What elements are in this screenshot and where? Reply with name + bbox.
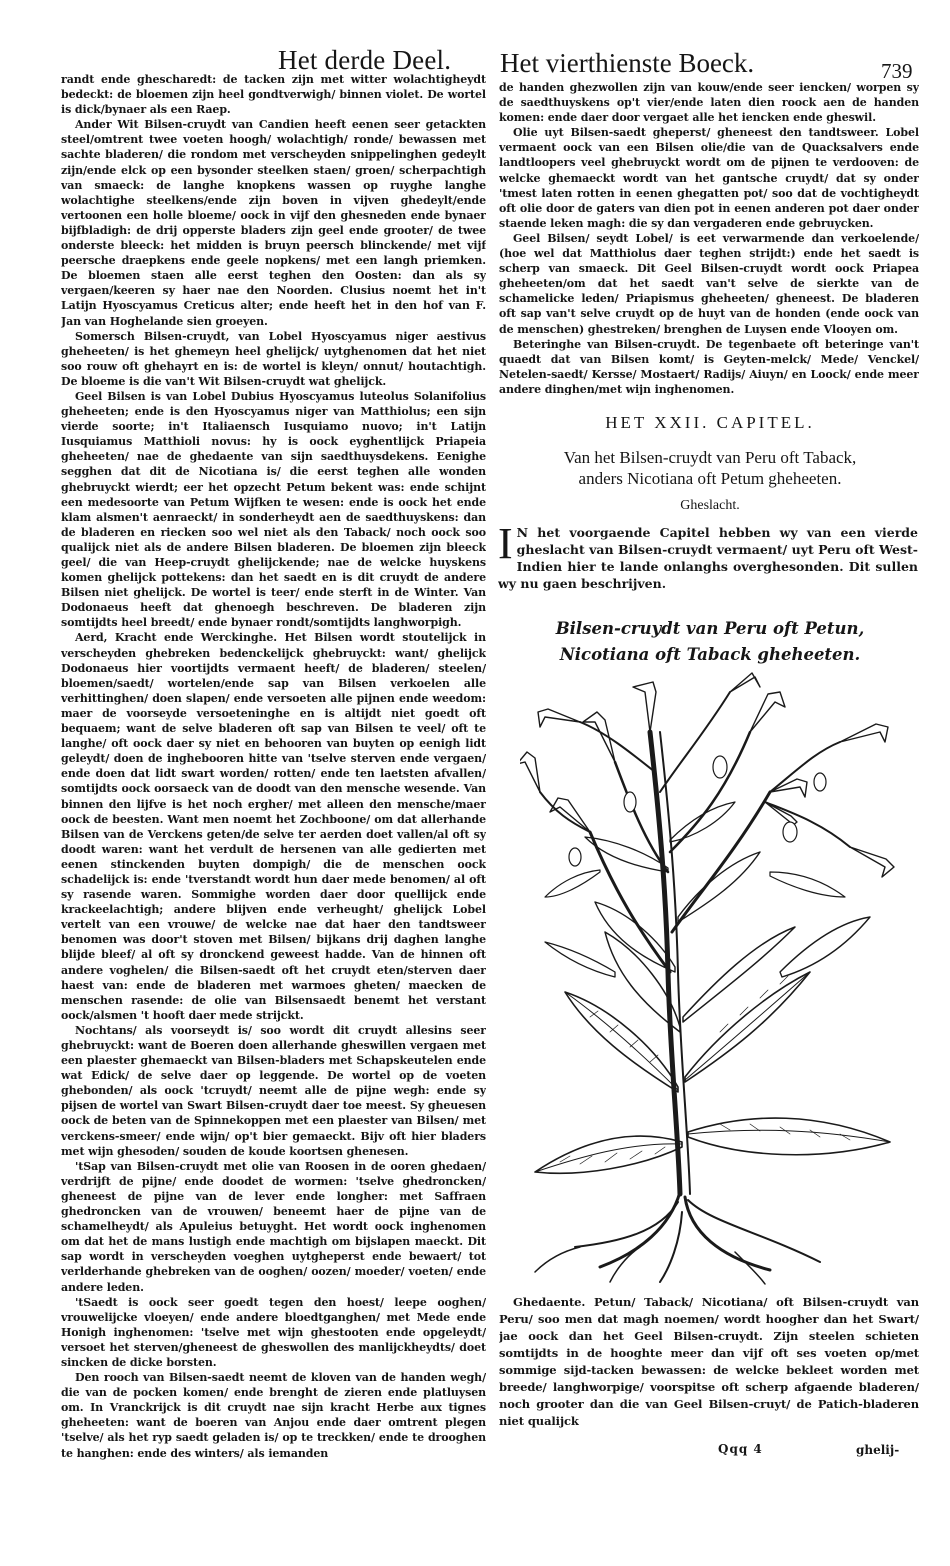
- tobacco-plant-woodcut: [520, 672, 910, 1287]
- running-head-left: Het derde Deel.: [278, 45, 452, 75]
- right-paragraph: de handen ghezwollen zijn van kouw/ende seer iencken/ worpen sy de saedthuyskens op't vier/ende laten dien roock aen de handen komen: ende daer door vergaet alle het iencken ende gheswil.: [499, 81, 919, 125]
- left-paragraph: 'tSaedt is oock seer goedt tegen den hoest/ leepe ooghen/ vrouwelijcke vloeyen/ ende andere bloedtganghen/ met Mede ende Honigh inghenomen: 'tselve met wijn ghestooten ende opgeleydt/ versoet het sterven/gheneest de gheswollen des manlijckheydts/ doet sincken de dicke borsten.: [61, 1295, 486, 1369]
- left-paragraph: Nochtans/ als voorseydt is/ soo wordt dit cruydt allesins seer ghebruyckt: want de Boeren doen allerhande gheswillen vergaen met een plaester ghemaeckt van Bilsen-bladers met Schapskeutelen ende wat Edick/ de selve daer op leggende. De wortel op de voeten ghebonden/ als oock 'tcruydt/ neemt alle de pijne wegh: ende sy pijsen de wortel van Swart Bilsen-cruydt daer toe meest. Sy gheuesen oock de beten van de Spinnekoppen met een plaester van Bilsen/ met verckens-smeer/ ende wijn/ op't bier gemaeckt. Bijv oft hier bladers met wijn ghesoden/ souden de koude koortsen ghenesen.: [61, 1023, 486, 1158]
- figure-caption: [520, 616, 900, 668]
- right-column-top: [499, 80, 919, 395]
- left-paragraph: randt ende ghescharedt: de tacken zijn met witter wolachtigheydt bedeckt: de bloemen zijn heel gondtverwigh/ binnen violet. De wortel is dick/bynaer als een Raep.: [61, 73, 486, 117]
- chapter-title: [505, 447, 915, 489]
- running-head-right: Het vierthienste Boeck.: [500, 48, 755, 78]
- chapter-intro: [498, 524, 918, 616]
- page-number: 739: [881, 59, 913, 83]
- chapter-title-line: Van het Bilsen-cruydt van Peru oft Taback,: [563, 448, 857, 467]
- left-paragraph: Geel Bilsen is van Lobel Dubius Hyoscyamus luteolus Solanifolius gheheeten; ende is den Hyoscyamus niger van Matthiolus; een sijn vierde soorte; in't Italiaensch Iusquiamo nuovo; in't Latijn Iusquiamus Matthioli novus: hy is oock eyghentlijck Priapeia gheheeten/ nae de ghedaente van sijn saedthuysdekens. Eenighe segghen dat dit de Nicotiana is/ die eerst teghen alle wonden ghebruyckt wierdt; eer het opzecht Petum bekent was: ende schijnt een medesoorte van Petum Wijfken te wesen: ende is oock het ende klam alsmen't aenraeckt/ in sonderheydt aen de saedthuyskens: dan de bladeren en riecken soo wel niet als den Taback/ noch oock soo qualijck niet als de andere Bilsen bladeren. De bloemen zijn bleeck geel/ die van Heep-cruydt ghelijckende; nae de welcke huyskens komen ghelijck pottekens: dan het saedt en is dit cruydt de andere Bilsen niet ghelijck. De wortel is teer/ ende sterft in de Winter. Van Dodonaeus heeft dat ghenoegh beschreven. De bladeren zijn somtijdts heel breedt/ ende bynaer rondt/somtijdts langhworpigh.: [61, 389, 486, 630]
- right-paragraph: Geel Bilsen/ seydt Lobel/ is eet verwarmende dan verkoelende/ (hoe wel dat Matthiolus daer teghen strijdt:) ende het saedt is scherp van smaeck. Dit Geel Bilsen-cruydt wordt oock Priapea gheheeten/om dat het saedt van't selve de sierkte van de schamelicke leden/ Priapismus gheheeten/ gheneest. De bladeren oft sap van't selve cruydt op de huyt van de honden (ende oock van de menschen) ghestreken/ brenghen de Luysen ende Vlooyen om.: [499, 231, 919, 336]
- chapter-title-line: anders Nicotiana oft Petum gheheeten.: [578, 469, 842, 488]
- left-paragraph: Ander Wit Bilsen-cruydt van Candien heeft eenen seer getackten steel/omtrent twee voeten hoogh/ wolachtigh/ ronde/ bewassen met sachte bladeren/ die rondom met verscheyden snippelinghen gedeylt zijn/ende elck op een bysonder steelken staen/ groen/ scherpachtigh van smaeck: de langhe knopkens wassen op ruyghe langhe wolachtighe steelkens/ende zijn boven in vijven ghedeylt/ende vertoonen een holle bloeme/ oock in vijf den ghesneden ende bynaer bijfbladigh: de drij opperste bladers zijn geel ende grooter/ de twee onderste bleeck: het midden is bruyn peersch blinckende/ met vijf peersche draepkens ende geele nopkens/ met een langh priemken. De bloemen staen alle eerst teghen den Oosten: dan als sy vergaen/keeren sy haer nae den Noorden. Clusius noemt het in't Latijn Hyoscyamus Creticus alter; ende heeft het in den hof van F. Jan van Hoghelande sien groeyen.: [61, 118, 486, 328]
- description-paragraph: Ghedaente. Petun/ Taback/ Nicotiana/ oft Bilsen-cruydt van Peru/ soo men dat magh noemen/ wordt hoogher dan het Swart/ jae oock dan het Geel Bilsen-cruydt. Zijn steelen schieten somtijdts in de hooghte meer dan vijf oft ses voeten op/met sommige sijd-tacken bewassen: de welcke bekleet worden met breede/ langhworpige/ voorspitse oft scherp afgaende bladeren/ noch grooter dan die van Geel Bilsen-cruyt/ de Patich-bladeren niet qualijck: [499, 1295, 919, 1428]
- section-subhead: Gheslacht.: [680, 498, 740, 513]
- drop-cap: I: [498, 524, 513, 568]
- left-column: [61, 72, 486, 1472]
- chapter-number: HET XXII. CAPITEL.: [605, 413, 815, 432]
- description-text: [499, 1294, 919, 1464]
- caption-line: Nicotiana oft Taback gheheeten.: [559, 645, 861, 664]
- caption-line: Bilsen-cruydt van Peru oft Petun,: [555, 619, 865, 638]
- right-paragraph: Olie uyt Bilsen-saedt gheperst/ gheneest den tandtsweer. Lobel vermaent oock van een Bilsen olie/die van de Quacksalvers ende landtloopers veel ghebruyckt wordt om de pijnen te verdooven: de welcke ghemaeckt wordt van het gantsche cruydt/ dat sy onder 'tmest laten rotten in eenen ghegatten pot/ soo dat de vochtigheydt oft olie door de gaters van dien pot in eenen anderen pot daer onder staende leken magh: die sy dan vergaderen ende gebruycken.: [499, 126, 919, 230]
- left-paragraph: Aerd, Kracht ende Werckinghe. Het Bilsen wordt stoutelijck in verscheyden ghebreken bedenckelijck ghebruyckt: want/ ghelijck Dodonaeus hier voortijdts vermaent heeft/ de bladeren/ steelen/ bloemen/saedt/ wortelen/ende sap van Bilsen verkoelen alle verhittinghen/ doen slapen/ ende versoeten alle pijnen ende weedom: maer de voorseyde versoeteninghe en is altijdt niet goedt oft bequaem; want de selve bladeren oft sap van Bilsen te veel/ oft te langhe/ oft oock daer sy niet en behooren van buyten op eenigh lidt geleydt/ doen de inghebooren hitte van 'tselve sterven ende vergaen/ ende doen dat lidt swart worden/ rotten/ ende ten laetsten afvallen/ somtijdts oock oorsaeck van de doodt van den mensche wesende. Van binnen den lijfve is het noch ergher/ met alleen den mensche/maer oock de beesten. Want men noemt het Zochboone/ om dat allerhande Bilsen van de Verckens geten/de selve ter aerden doet vallen/al oft sy doodt waren: want het verdult de hersenen van alle gedierten met eenen stinckenden buyten dompigh/ die de menschen oock schadelijck is: ende 'tverstandt wordt hun daer mede benomen/ al oft sy rasende waren. Sommighe worden daer door quellijck ende krackeelachtigh; andere blijven ende verheught/ ghelijck Lobel vertelt van een vrouwe/ de welcke nae dat haer den tandtsweer benomen was door't stoven met Bilsen/ bijkans drij daghen langhe blijde bleef/ al oft sy dronckend geweest hadde. Van de hinnen oft andere voghelen/ die Bilsen-saedt oft het cruydt eten/sterven daer haest van: ende de bladeren met warmoes gheten/ maecken de menschen rasende: de olie van Bilsensaedt benemt het verstant oock/alsmen 't hooft daer mede strijckt.: [61, 631, 486, 1022]
- catchword: ghelij-: [856, 1443, 900, 1457]
- left-paragraph: 'tSap van Bilsen-cruydt met olie van Roosen in de ooren ghedaen/ verdrijft de pijne/ ende doodet de wormen: 'tselve ghedroncken/ gheneest de pijne van de lever ende longher: met Saffraen ghedroncken van de vrouwen/ beneemt haer de pijne van de schamelheydt/ als Apuleius betuyght. Het wordt oock inghenomen om dat het de mans lustigh ende machtigh om bijslapen maeckt. Dit sap wordt in verscheyden voeghen uytgheperst ende bewaert/ tot verlderhande ghebreken van de ooghen/ oozen/ moeder/ voeten/ ende andere leden.: [61, 1159, 486, 1294]
- right-paragraph: Beteringhe van Bilsen-cruydt. De tegenbaete oft beteringe van't quaedt dat van Bilsen komt/ is Geyten-melck/ Mede/ Venckel/ Netelen-saedt/ Kersse/ Mostaert/ Radijs/ Aiuyn/ en Loock/ ende meer andere dinghen/met wijn inghenomen.: [499, 337, 919, 395]
- left-paragraph: Den rooch van Bilsen-saedt neemt de kloven van de handen wegh/ die van de pocken komen/ ende brenght de zieren ende platluysen om. In Vranckrijck is dit cruydt nae sijn kracht Herbe aux tignes gheheeten: want de boeren van Anjou ende daer omtrent plegen 'tselve/ als het ryp saedt geladen is/ op te treckken/ ende te drooghen te hanghen: ende des winters/ als iemanden: [61, 1371, 486, 1460]
- left-paragraph: Somersch Bilsen-cruydt, van Lobel Hyoscyamus niger aestivus gheheeten/ is het ghemeyn heel ghelijck/ uytghenomen dat het niet soo rouw oft ghehayrt en is: de wortel is kleyn/ onnut/ houtachtigh. De bloeme is die van't Wit Bilsen-cruydt wat ghelijck.: [61, 329, 486, 388]
- signature-mark: Qqq 4: [718, 1442, 763, 1456]
- intro-text: N het voorgaende Capitel hebben wy van een vierde gheslacht van Bilsen-cruydt vermaent/ uyt Peru oft West-Indien hier te lande onlanghs overghesonden. Dit sullen wy nu gaen beschrijven.: [498, 525, 918, 591]
